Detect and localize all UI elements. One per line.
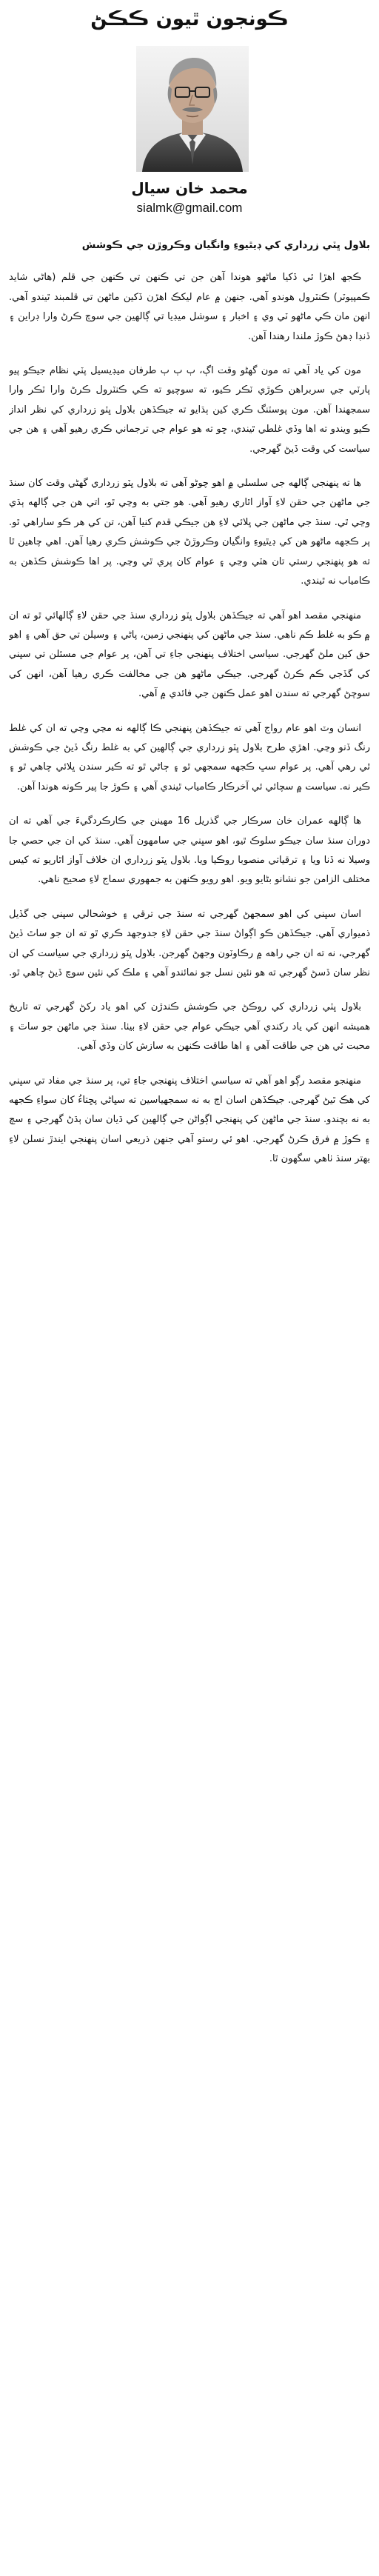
article-paragraph: مون کي ياد آهي ته مون گهڻو وقت اڳ، ٻ ٻ ٻ طرفان ميڊيسيل پٽي نظام جيڪو پيو پارٽي جي سربراهن ڪوڙي ٽڪر ڪيو، ته سوچيو ته ڪي ڪنٽرول ڪرڻ وارا ٽڪر وارا سمجهندا آهن. مون پوسٽنگ ڪري کين ٻڌايو ته جيڪڏهن بلاول ڀٽو زرداري کي نظر انداز ڪيو ويندو ته اها وڏي غلطي ٿيندي، ڇو ته هو عوام جي ترجماني ڪري رهيو آهي ۽ هن جي سياست کي وقت ڏيڻ گهرجي. — [9, 365, 370, 455]
article-paragraph: ڪجھ اهڙا ئي ڏکيا ماڻهو هوندا آهن جن تي ڪنهن تي ڪنهن جي قلم (هاڻي شايد ڪمپيوٽر) ڪنٽرول هوندو آهي. جنهن ۾ عام ليکڪ اهڙن ڏکين ماڻهن تي قلمبند ٿيندو آهي. انهن مان ڪي ماڻهو ٽي وي ۽ اخبار ۽ سوشل ميڊيا تي ڳالهين جي سوچ ڪرڻ وارا ڊراين ۽ ڏنڊا ڊهڻ ڪوڙ ملندا رهندا آهن. — [9, 272, 370, 342]
author-email[interactable]: sialmk@gmail.com — [136, 201, 243, 215]
article-paragraph: منهنجو مقصد رڳو اهو آهي ته سياسي اختلاف پنهنجي جاءِ تي، پر سنڌ جي مفاد تي سڀني کي هڪ ٿيڻ گهرجي. جيڪڏهن اسان اڄ به نه سمجهياسين ته سڀاڻي پڇتاءُ کان سواءِ ڪجهه به نه بچندو. سنڌ جي ماڻهن کي پنهنجي اڳواڻن جي ڳالهين کي ڌيان سان ٻڌڻ گهرجي ۽ سچ ۽ ڪوڙ ۾ فرق ڪرڻ گهرجي. اهو ئي رستو آهي جنهن ذريعي اسان پنهنجي ايندڙ نسلن لاءِ بهتر سنڌ ٺاهي سگهون ٿا. — [9, 1075, 370, 1165]
column-title: ڪونجون ٿيون ڪڪڻ — [90, 8, 289, 30]
article-headline: بلاول ڀٽي زرداري کي ڊيٿيوءِ وانگيان وڪروڙن جي ڪوشش — [81, 239, 370, 251]
article-paragraph: ها ته پنهنجي ڳالهه جي سلسلي ۾ اهو چوڻو آهي ته بلاول ڀٽو زرداري گهڻي وقت کان سنڌ جي ماڻهن جي حقن لاءِ آواز اٿاري رهيو آهي. هو جتي به وڃي ٿو، اتي هن جي ڳالهه ٻڌي وڃي ٿي. سنڌ جي ماڻهن جي ڀلائي لاءِ هن جيڪي قدم کنيا آهن، تن کي هر ڪو ساراهي ٿو. پر ڪجهه ماڻهو هن کي ڊيٿيوءِ وانگيان وڪروڙڻ جي ڪوشش ڪري رهيا آهن. اهي چاهين ٿا ته هو پنهنجي رستي تان هٽي وڃي ۽ عوام کان پري ٿي وڃي. پر اها ڪوشش ڪڏهن به ڪامياب نه ٿيندي. — [9, 478, 370, 587]
author-portrait — [136, 46, 249, 172]
article-paragraph: بلاول ڀٽي زرداري کي روڪڻ جي ڪوشش ڪندڙن کي اهو ياد رکڻ گهرجي ته تاريخ هميشه انهن کي ياد رکندي آهي جيڪي عوام جي حقن لاءِ بيٺا. سنڌ جي ماڻهن جو ساٿ ۽ محبت ئي هن جي طاقت آهي ۽ اها طاقت ڪنهن به سازش کان وڏي آهي. — [9, 1001, 370, 1052]
article-paragraph: اسان سڀني کي اهو سمجهڻ گهرجي ته سنڌ جي ترقي ۽ خوشحالي سڀني جي گڏيل ذميواري آهي. جيڪڏهن ڪو اڳواڻ سنڌ جي حقن لاءِ جدوجهد ڪري ٿو ته ان جو ساٿ ڏيڻ گهرجي، نه ته ان جي راهه ۾ رڪاوٽون وجهڻ گهرجن. بلاول ڀٽو زرداري جي سياست کي ان نظر سان ڏسڻ گهرجي ته هو نئين نسل جو نمائندو آهي ۽ ملڪ کي نئين سوچ ڏيڻ چاهي ٿو. — [9, 908, 370, 978]
author-portrait-image — [136, 46, 249, 172]
article-paragraph: ها ڳالهه عمران خان سرڪار جي گذريل 16 مهينن جي ڪارڪردگيءَ جي آهي ته ان دوران سنڌ سان جيڪو سلوڪ ٿيو، اهو سڀني جي سامهون آهي. سنڌ کي ان جي حصي جا وسيلا نه ڏنا ويا ۽ ترقياتي منصوبا روڪيا ويا. بلاول ڀٽو زرداري ان خلاف آواز اٿاريو ته کيس مختلف الزامن جو نشانو بڻايو ويو. اهو رويو ڪنهن به جمهوري سماج لاءِ صحيح ناهي. — [9, 815, 370, 886]
author-name: محمد خان سيال — [131, 179, 248, 197]
article-paragraph: منهنجي مقصد اهو آهي ته جيڪڏهن بلاول ڀٽو زرداري سنڌ جي حقن لاءِ ڳالهائي ٿو ته ان ۾ ڪو به غلط ڪم ناهي. سنڌ جي ماڻهن کي پنهنجي زمين، پاڻي ۽ وسيلن تي حق آهي ۽ اهو حق کين ملڻ گهرجي. سياسي اختلاف پنهنجي جاءِ تي آهن، پر عوام جي مسئلن تي سڀني کي گڏجي ڪم ڪرڻ گهرجي. جيڪي ماڻهو هن جي مخالفت ڪري رهيا آهن، انهن کي سوچڻ گهرجي ته سندن اهو عمل ڪنهن جي فائدي ۾ آهي. — [9, 610, 370, 700]
article-paragraph: انسان وٽ اهو عام رواج آهي ته جيڪڏهن پنهنجي ڪا ڳالهه نه مڃي وڃي ته ان کي غلط رنگ ڏنو وڃي. اهڙي طرح بلاول ڀٽو زرداري جي ڳالهين کي به غلط رنگ ڏيڻ جي ڪوشش ٿي رهي آهي. پر عوام سڀ ڪجهه سمجهي ٿو ۽ ڄاڻي ٿو ته ڪير سندن ڀلائي چاهي ٿو ۽ ڪير نه. سياست ۾ سچائي ئي آخرڪار ڪامياب ٿيندي آهي ۽ ڪوڙ جا پير ڪونه هوندا آهن. — [9, 722, 370, 793]
article-body — [9, 236, 370, 2569]
